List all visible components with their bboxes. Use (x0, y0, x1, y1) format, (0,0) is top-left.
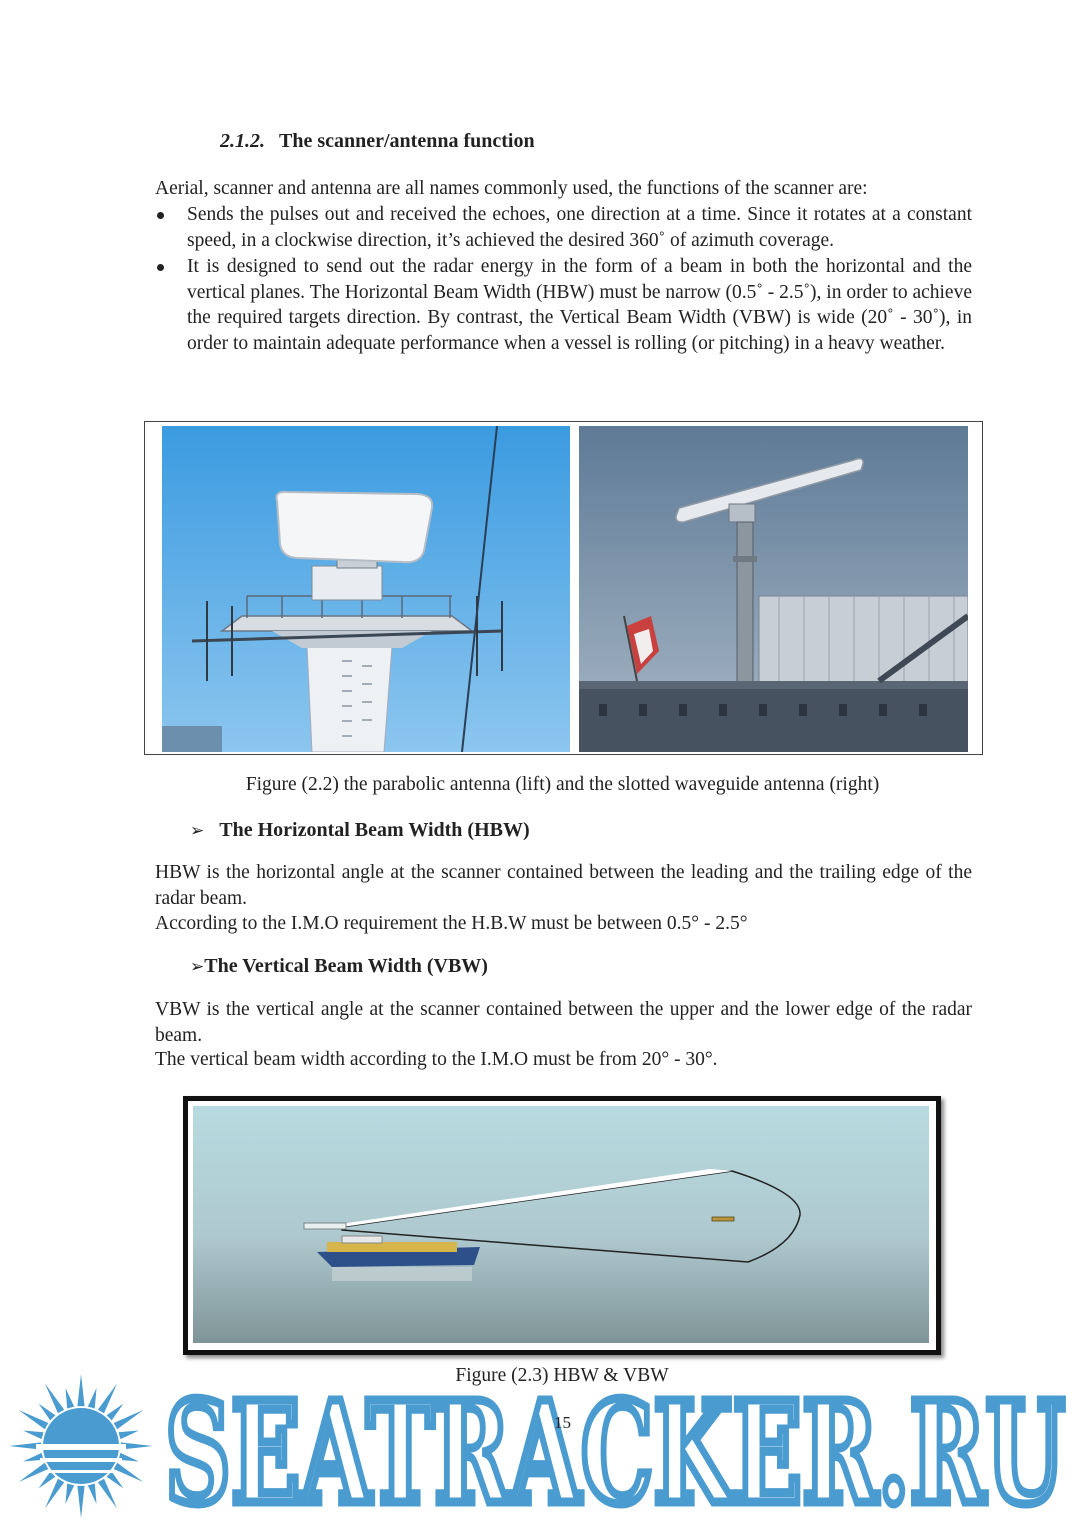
slotted-waveguide-antenna-photo (579, 426, 968, 752)
vbw-heading (190, 955, 488, 978)
vbw-paragraph: VBW is the vertical angle at the scanner contained between the upper and the lower edge of the radar beam. (155, 999, 972, 1046)
watermark (160, 1385, 1075, 1515)
watermark-text-graphic (160, 1385, 1075, 1515)
function-bullet-list (155, 202, 972, 357)
arrow-right-icon: ➢ (190, 957, 205, 977)
hbw-requirement: According to the I.M.O requirement the H.B.W must be between 0.5° - 2.5° (155, 913, 748, 934)
parabolic-antenna-photo (162, 426, 570, 752)
intro-paragraph: Aerial, scanner and antenna are all names commonly used, the functions of the scanner are: (155, 178, 868, 199)
bullet-item: Sends the pulses out and received the echoes, one direction at a time. Since it rotates at a constant speed, in a clockwise direction, it’s achieved the desired 360˚ of azimuth coverage. (155, 202, 972, 253)
section-title: The scanner/antenna function (279, 130, 535, 152)
hbw-heading-text: The Horizontal Beam Width (HBW) (219, 819, 530, 841)
vbw-heading-text: The Vertical Beam Width (VBW) (204, 955, 488, 977)
vbw-requirement: The vertical beam width according to the I.M.O must be from 20° - 30°. (155, 1049, 718, 1070)
figure-2-3-frame (183, 1096, 941, 1355)
hbw-vbw-diagram (192, 1105, 930, 1344)
section-heading (220, 130, 535, 153)
figure-2-2-caption: Figure (2.2) the parabolic antenna (lift) and the slotted waveguide antenna (right) (245, 774, 880, 795)
arrow-right-icon: ➢ (190, 821, 205, 841)
page-number: 15 (554, 1413, 571, 1432)
watermark-text: SEATRACKER.RU (165, 1385, 1065, 1515)
section-number: 2.1.2. (220, 130, 265, 152)
sun-logo-icon (0, 1372, 162, 1520)
bullet-item: It is designed to send out the radar energy in the form of a beam in both the horizontal and the vertical planes. The Horizontal Beam Width (HBW) must be narrow (0.5˚ - 2.5˚), in order to achieve the required targets direction. By contrast, the Vertical Beam Width (VBW) is wide (20˚ - 30˚), in order to maintain adequate performance when a vessel is rolling (or pitching) in a heavy weather. (155, 254, 972, 356)
hbw-heading (190, 819, 530, 842)
hbw-paragraph: HBW is the horizontal angle at the scanner contained between the leading and the trailing edge of the radar beam. (155, 862, 972, 909)
figure-2-3-caption: Figure (2.3) HBW & VBW (455, 1365, 669, 1386)
